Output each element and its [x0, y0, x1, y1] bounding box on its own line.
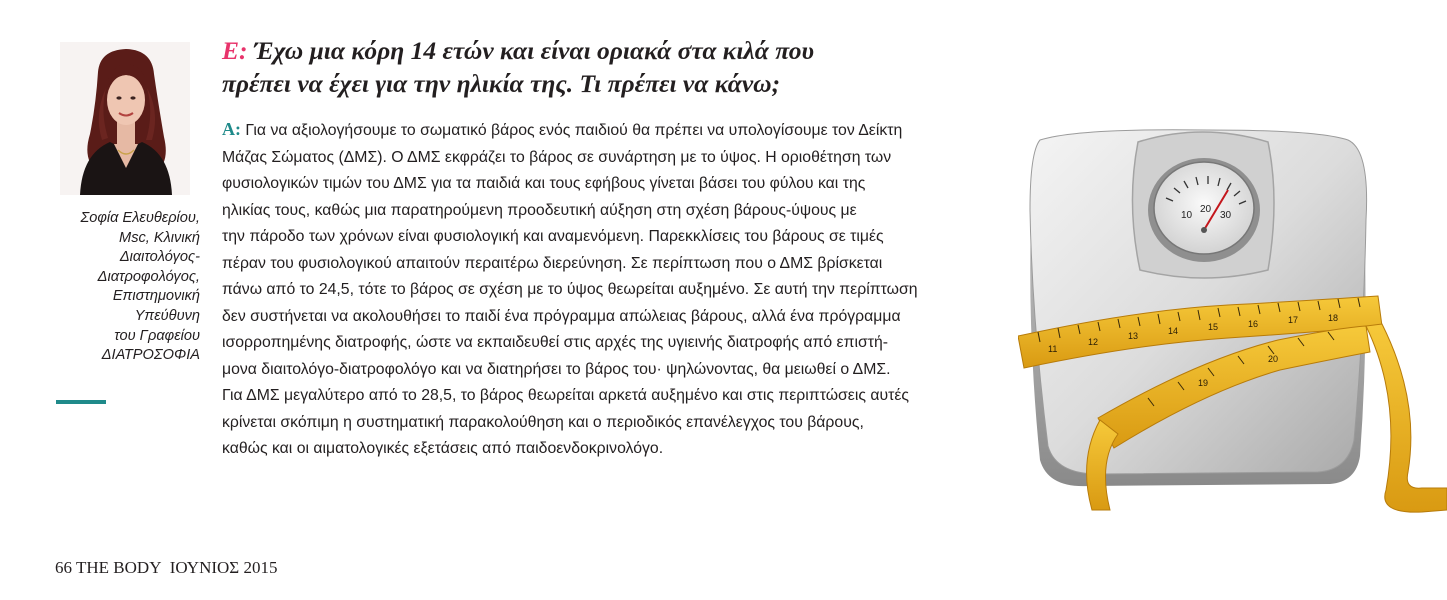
dial-number: 30	[1220, 210, 1232, 221]
answer-line: καθώς και οι αιματολογικές εξετάσεις από παιδοενδοκρινολόγο.	[222, 440, 664, 457]
tape-number: 13	[1128, 331, 1139, 341]
answer-line: Μάζας Σώματος (ΔΜΣ). Ο ΔΜΣ εκφράζει το βάρος σε συνάρτηση με το ύψος. Η οριοθέτηση των	[222, 148, 892, 166]
answer-line: φυσιολογικών τιμών του ΔΜΣ για τα παιδιά και τους εφήβους γίνεται βάσει του φύλου και της	[222, 175, 866, 192]
page-number: 66	[55, 558, 72, 577]
tape-number: 18	[1328, 313, 1339, 323]
answer-line: ηλικίας τους, καθώς μια παρατηρούμενη προοδευτική αύξηση στη σχέση βάρους-ύψους με	[222, 201, 857, 219]
answer-line: Για ΔΜΣ μεγαλύτερο από το 28,5, το βάρος θεωρείται αρκετά αυξημένο και στις περιπτώσεις αυτές	[222, 387, 910, 404]
issue-date: ΙΟΥΝΙΟΣ 2015	[169, 558, 278, 577]
answer-body	[222, 116, 1012, 463]
dial-number: 10	[1181, 210, 1193, 221]
question-line-2: πρέπει να έχει για την ηλικία της. Τι πρέπει να κάνω;	[222, 69, 781, 98]
answer-line: την πάροδο των χρόνων είναι φυσιολογική και αναμενόμενη. Παρεκκλίσεις του βάρους σε τιμές	[222, 228, 884, 245]
answer-text: Για να αξιολογήσουμε το σωματικό βάρος ενός παιδιού θα πρέπει να υπολογίσουμε τον Δείκτη	[245, 122, 903, 139]
dial-number: 20	[1200, 204, 1212, 215]
tape-number: 15	[1208, 322, 1219, 332]
question-text: Έχω μια κόρη 14 ετών και είναι οριακά στα κιλά που	[253, 36, 815, 65]
caption-line: Διαιτολόγος-	[119, 249, 200, 266]
answer-line	[222, 116, 1012, 145]
caption-line: ΔΙΑΤΡΟΣΟΦΙΑ	[101, 347, 200, 364]
answer-marker: A:	[222, 119, 241, 139]
tape-number: 17	[1288, 315, 1299, 325]
answer-line: ισορροπημένης διατροφής, ώστε να εκπαιδευθεί στις αρχές της υγιεινής διατροφής από επιστή-	[222, 334, 889, 351]
caption-line: Υπεύθυνη	[134, 307, 200, 324]
answer-line: δεν συστήνεται να ακολουθήσει το παιδί ένα πρόγραμμα απώλειας βάρους, αλλά ένα πρόγραμμα	[222, 307, 901, 325]
answer-line: πέραν του φυσιολογικού απαιτούν περαιτέρω διερεύνηση. Σε περίπτωση που ο ΔΜΣ βρίσκεται	[222, 254, 883, 272]
caption-line: Επιστημονική	[112, 288, 200, 305]
caption-line: του Γραφείου	[114, 327, 200, 344]
scale-illustration	[1018, 100, 1447, 530]
answer-line: πάνω από το 24,5, τότε το βάρος σε σχέση με το ύψος θεωρείται αυξημένο. Σε αυτή την περίπτωση	[222, 281, 918, 298]
tape-number: 12	[1088, 337, 1099, 347]
page-footer	[55, 558, 281, 578]
question-line-1	[222, 34, 1002, 67]
tape-number: 16	[1248, 319, 1259, 329]
author-caption	[40, 209, 200, 366]
tape-number: 19	[1198, 378, 1209, 388]
caption-divider	[56, 400, 106, 404]
answer-line: μονα διαιτολόγο-διατροφολόγο και να διατηρήσει το βάρος του· ψηλώνοντας, θα μειωθεί ο ΔΜΣ.	[222, 360, 891, 378]
tape-number: 11	[1048, 344, 1058, 354]
tape-number: 20	[1268, 354, 1279, 364]
tape-number: 14	[1168, 326, 1179, 336]
magazine-name: THE BODY	[76, 558, 162, 577]
author-photo	[60, 42, 190, 195]
question-marker: E:	[222, 36, 248, 65]
answer-line: κρίνεται σκόπιμη η συστηματική παρακολούθηση και ο περιοδικός επανέλεγχος του βάρους,	[222, 413, 864, 431]
caption-line: Msc, Κλινική	[119, 229, 200, 246]
caption-line: Διατροφολόγος,	[97, 268, 200, 285]
caption-line: Σοφία Ελευθερίου,	[80, 210, 200, 226]
question-heading	[222, 34, 1002, 100]
